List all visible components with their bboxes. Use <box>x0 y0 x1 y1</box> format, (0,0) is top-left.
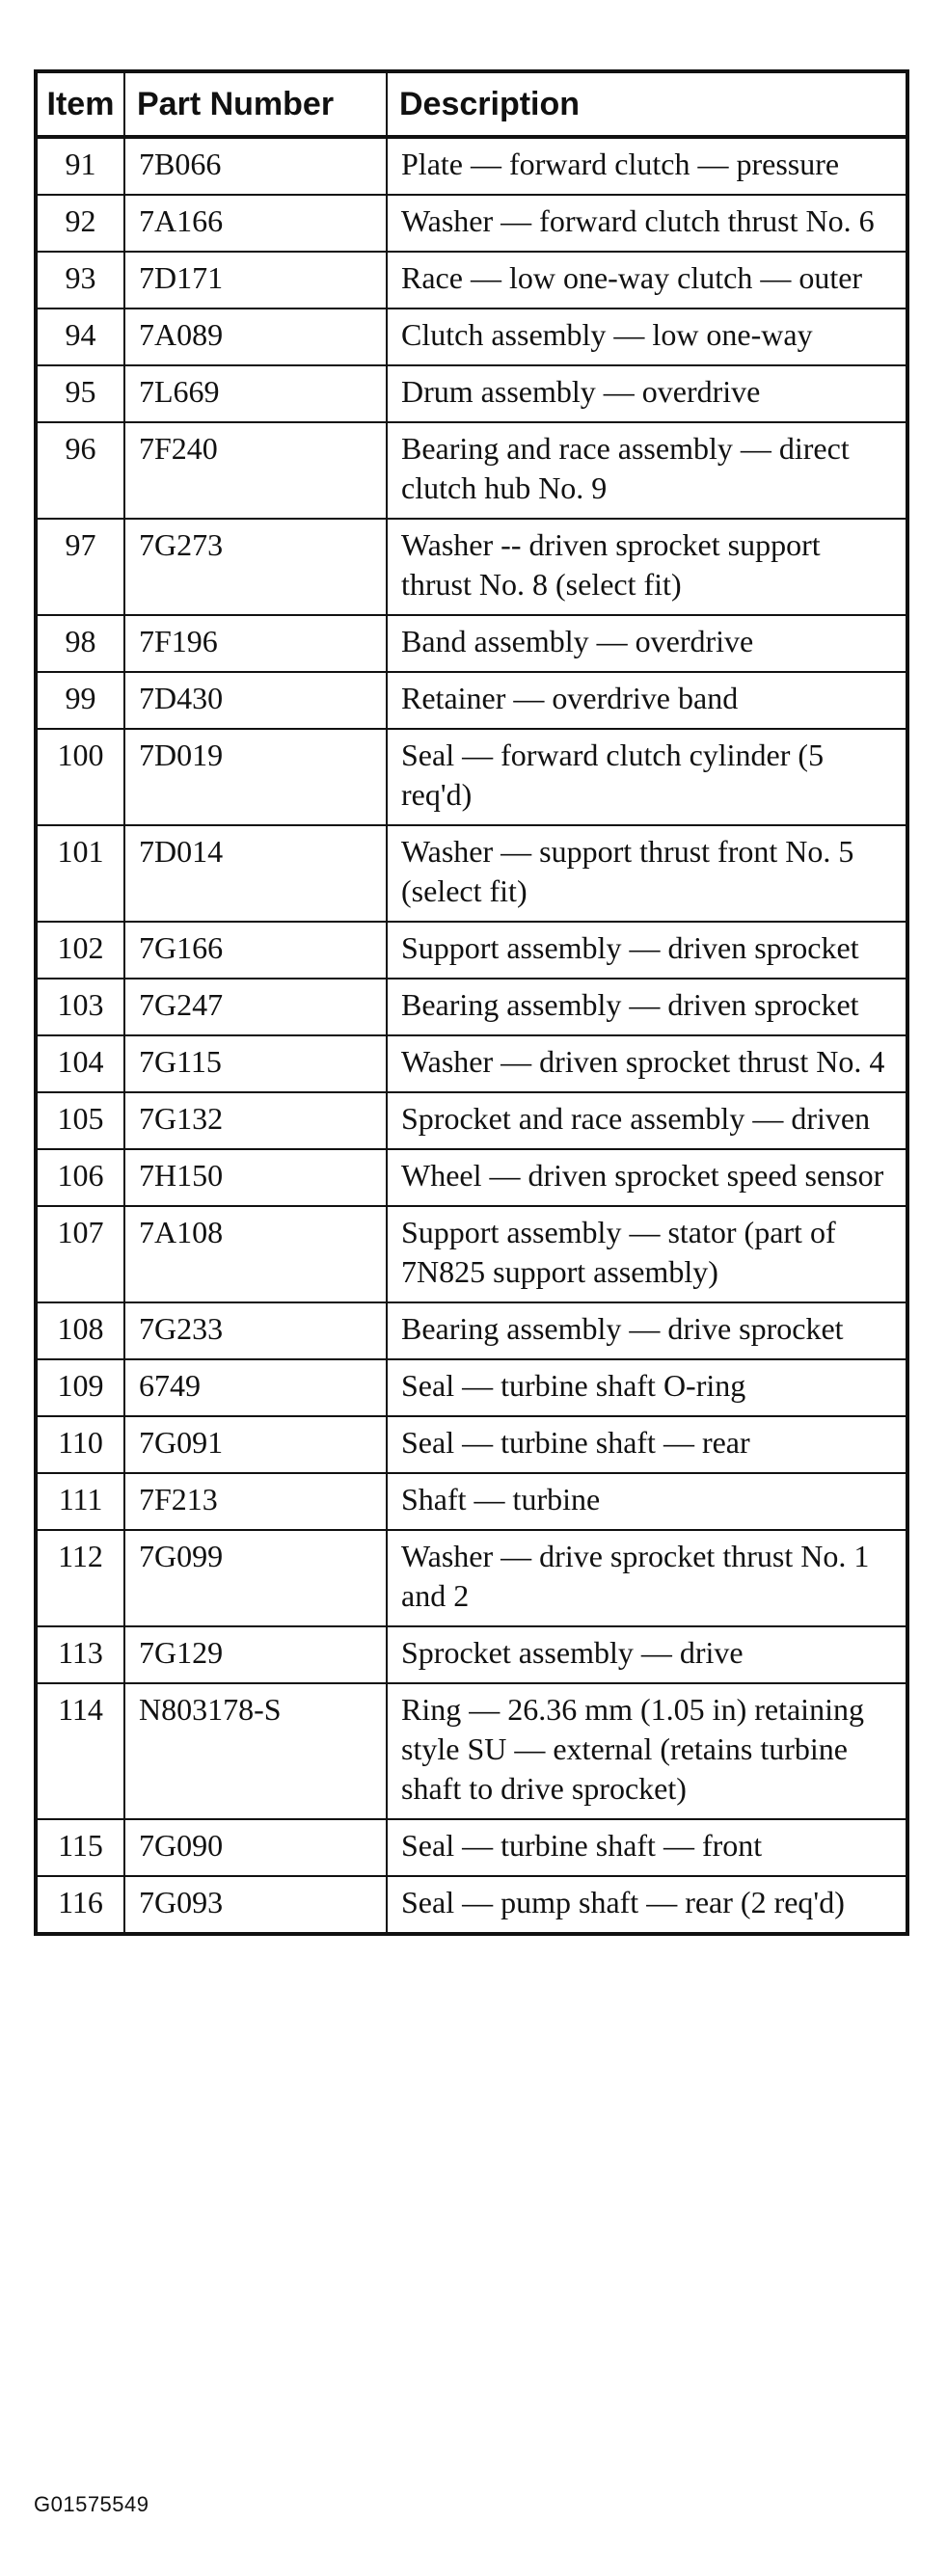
table-row <box>36 615 907 672</box>
table-row <box>36 309 907 365</box>
part-number-cell: 7G099 <box>124 1530 387 1626</box>
item-number-cell: 108 <box>36 1302 124 1359</box>
part-number-cell: 7A108 <box>124 1206 387 1302</box>
header-row <box>36 71 907 137</box>
part-number-cell: 7G129 <box>124 1626 387 1683</box>
item-number-cell: 93 <box>36 252 124 309</box>
item-number-cell: 91 <box>36 137 124 195</box>
description-cell: Sprocket assembly — drive <box>387 1626 907 1683</box>
table-row <box>36 1416 907 1473</box>
item-number-cell: 115 <box>36 1819 124 1876</box>
part-number-cell: 6749 <box>124 1359 387 1416</box>
table-row <box>36 1876 907 1934</box>
table-row <box>36 672 907 729</box>
table-row <box>36 1092 907 1149</box>
header-part-number: Part Number <box>124 71 387 137</box>
description-cell: Drum assembly — overdrive <box>387 365 907 422</box>
item-number-cell: 92 <box>36 195 124 252</box>
part-number-cell: 7G091 <box>124 1416 387 1473</box>
table-row <box>36 195 907 252</box>
description-cell: Plate — forward clutch — pressure <box>387 137 907 195</box>
item-number-cell: 96 <box>36 422 124 519</box>
table-row <box>36 1819 907 1876</box>
table-row <box>36 365 907 422</box>
item-number-cell: 110 <box>36 1416 124 1473</box>
part-number-cell: 7F213 <box>124 1473 387 1530</box>
description-cell: Washer — forward clutch thrust No. 6 <box>387 195 907 252</box>
description-cell: Bearing assembly — drive sprocket <box>387 1302 907 1359</box>
description-cell: Seal — forward clutch cylinder (5 req'd) <box>387 729 907 825</box>
table-row <box>36 519 907 615</box>
description-cell: Race — low one-way clutch — outer <box>387 252 907 309</box>
item-number-cell: 100 <box>36 729 124 825</box>
description-cell: Sprocket and race assembly — driven <box>387 1092 907 1149</box>
part-number-cell: 7G090 <box>124 1819 387 1876</box>
table-row <box>36 1473 907 1530</box>
item-number-cell: 101 <box>36 825 124 922</box>
item-number-cell: 106 <box>36 1149 124 1206</box>
item-number-cell: 99 <box>36 672 124 729</box>
item-number-cell: 98 <box>36 615 124 672</box>
description-cell: Support assembly — driven sprocket <box>387 922 907 979</box>
table-header <box>36 71 907 137</box>
table-row <box>36 1302 907 1359</box>
table-row <box>36 1683 907 1819</box>
part-number-cell: 7F196 <box>124 615 387 672</box>
table-body <box>36 137 907 1934</box>
part-number-cell: 7G115 <box>124 1035 387 1092</box>
part-number-cell: 7D430 <box>124 672 387 729</box>
table-row <box>36 137 907 195</box>
part-number-cell: 7G132 <box>124 1092 387 1149</box>
description-cell: Band assembly — overdrive <box>387 615 907 672</box>
item-number-cell: 104 <box>36 1035 124 1092</box>
part-number-cell: 7G273 <box>124 519 387 615</box>
item-number-cell: 107 <box>36 1206 124 1302</box>
part-number-cell: 7A166 <box>124 195 387 252</box>
table-row <box>36 922 907 979</box>
description-cell: Clutch assembly — low one-way <box>387 309 907 365</box>
item-number-cell: 111 <box>36 1473 124 1530</box>
item-number-cell: 97 <box>36 519 124 615</box>
part-number-cell: 7F240 <box>124 422 387 519</box>
description-cell: Ring — 26.36 mm (1.05 in) retaining style SU — external (retains turbine shaft to drive sprocket) <box>387 1683 907 1819</box>
table-row <box>36 422 907 519</box>
part-number-cell: 7G166 <box>124 922 387 979</box>
description-cell: Washer — drive sprocket thrust No. 1 and 2 <box>387 1530 907 1626</box>
part-number-cell: 7L669 <box>124 365 387 422</box>
figure-id: G01575549 <box>34 2492 149 2516</box>
item-number-cell: 114 <box>36 1683 124 1819</box>
table-row <box>36 1530 907 1626</box>
description-cell: Wheel — driven sprocket speed sensor <box>387 1149 907 1206</box>
item-number-cell: 95 <box>36 365 124 422</box>
description-cell: Support assembly — stator (part of 7N825 support assembly) <box>387 1206 907 1302</box>
part-number-cell: 7H150 <box>124 1149 387 1206</box>
part-number-cell: 7G247 <box>124 979 387 1035</box>
table-row <box>36 1206 907 1302</box>
part-number-cell: 7B066 <box>124 137 387 195</box>
table-row <box>36 1035 907 1092</box>
item-number-cell: 112 <box>36 1530 124 1626</box>
description-cell: Seal — pump shaft — rear (2 req'd) <box>387 1876 907 1934</box>
item-number-cell: 113 <box>36 1626 124 1683</box>
table-row <box>36 1359 907 1416</box>
part-number-cell: 7G093 <box>124 1876 387 1934</box>
header-item: Item <box>36 71 124 137</box>
part-number-cell: 7D171 <box>124 252 387 309</box>
description-cell: Retainer — overdrive band <box>387 672 907 729</box>
item-number-cell: 103 <box>36 979 124 1035</box>
item-number-cell: 116 <box>36 1876 124 1934</box>
table-row <box>36 825 907 922</box>
description-cell: Seal — turbine shaft O-ring <box>387 1359 907 1416</box>
item-number-cell: 109 <box>36 1359 124 1416</box>
part-number-cell: 7A089 <box>124 309 387 365</box>
part-number-cell: N803178-S <box>124 1683 387 1819</box>
description-cell: Washer — driven sprocket thrust No. 4 <box>387 1035 907 1092</box>
item-number-cell: 105 <box>36 1092 124 1149</box>
description-cell: Seal — turbine shaft — front <box>387 1819 907 1876</box>
description-cell: Shaft — turbine <box>387 1473 907 1530</box>
description-cell: Washer -- driven sprocket support thrust No. 8 (select fit) <box>387 519 907 615</box>
table-row <box>36 1626 907 1683</box>
parts-table <box>34 69 909 1936</box>
table-row <box>36 252 907 309</box>
item-number-cell: 94 <box>36 309 124 365</box>
description-cell: Bearing assembly — driven sprocket <box>387 979 907 1035</box>
item-number-cell: 102 <box>36 922 124 979</box>
part-number-cell: 7D019 <box>124 729 387 825</box>
table-row <box>36 1149 907 1206</box>
part-number-cell: 7D014 <box>124 825 387 922</box>
description-cell: Washer — support thrust front No. 5 (select fit) <box>387 825 907 922</box>
table-row <box>36 979 907 1035</box>
table-row <box>36 729 907 825</box>
part-number-cell: 7G233 <box>124 1302 387 1359</box>
header-description: Description <box>387 71 907 137</box>
description-cell: Seal — turbine shaft — rear <box>387 1416 907 1473</box>
description-cell: Bearing and race assembly — direct clutch hub No. 9 <box>387 422 907 519</box>
